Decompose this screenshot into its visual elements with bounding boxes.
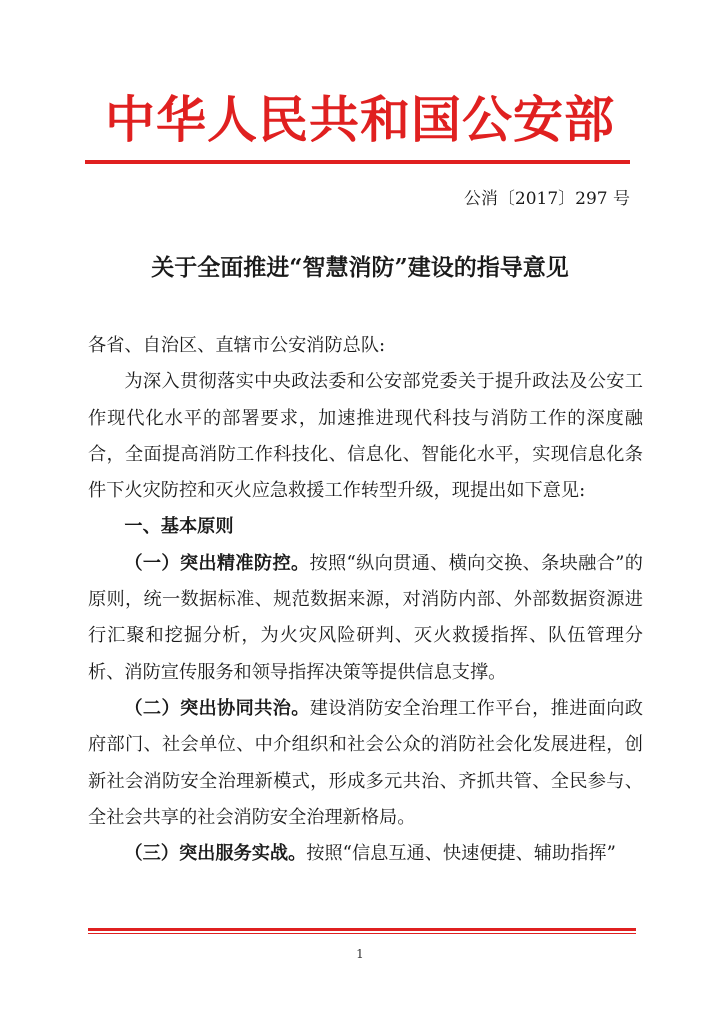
- masthead-title: 中华人民共和国公安部: [105, 91, 615, 149]
- principle-text-1: 按照“纵向贯通、横向交换、条块融合”的原则，统一数据标准、规范数据来源，对消防内部、外部数据资源进行汇聚和挖掘分析，为火灾风险研判、灭火救援指挥、队伍管理分析、消防宣传服务和领导指挥决策等提供信息支撑。: [88, 552, 643, 683]
- principle-text-2: 建设消防安全治理工作平台，推进面向政府部门、社会单位、中介组织和社会公众的消防社会化发展进程，创新社会消防安全治理新模式，形成多元共治、齐抓共管、全民参与、全社会共享的社会消防安全治理新格局。: [88, 697, 643, 828]
- document-body: [88, 328, 643, 872]
- salutation: 各省、自治区、直辖市公安消防总队:: [88, 335, 386, 356]
- masthead-red-rule: [85, 160, 630, 164]
- document-title: 关于全面推进“智慧消防”建设的指导意见: [151, 254, 569, 281]
- footer-red-rule: [88, 928, 636, 934]
- principle-lead-3: （三）突出服务实战。: [124, 843, 307, 865]
- principle-paragraph-1: [88, 546, 643, 691]
- principle-lead-2: （二）突出协同共治。: [124, 697, 310, 719]
- page-number: 1: [356, 947, 364, 961]
- document-number: 公消〔2017〕297 号: [463, 189, 630, 209]
- principle-paragraph-3: [88, 836, 643, 872]
- section-heading: 一、基本原则: [124, 516, 234, 538]
- intro-paragraph: 为深入贯彻落实中央政法委和公安部党委关于提升政法及公安工作现代化水平的部署要求，加速推进现代科技与消防工作的深度融合，全面提高消防工作科技化、信息化、智能化水平，实现信息化条件下火灾防控和灭火应急救援工作转型升级，现提出如下意见:: [88, 371, 643, 502]
- footer-rule-thick: [88, 928, 636, 931]
- footer-rule-thin: [88, 933, 636, 934]
- principle-text-3: 按照“信息互通、快速便捷、辅助指挥”: [306, 843, 616, 865]
- principle-lead-1: （一）突出精准防控。: [124, 552, 310, 574]
- principle-paragraph-2: [88, 691, 643, 836]
